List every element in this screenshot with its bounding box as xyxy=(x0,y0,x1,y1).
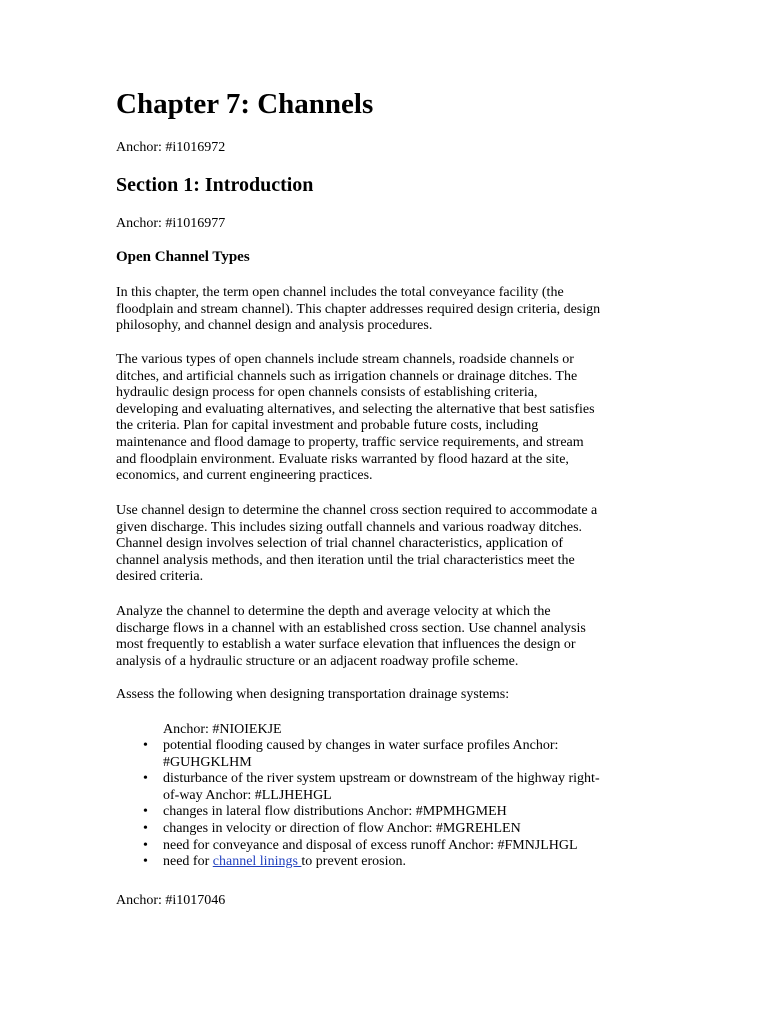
text-line: desired criteria. xyxy=(116,569,204,585)
text-line: philosophy, and channel design and analysis procedures. xyxy=(116,318,433,334)
text-line: and floodplain environment. Evaluate risks warranted by flood hazard at the site, xyxy=(116,451,569,467)
list-item xyxy=(116,804,656,821)
list-item xyxy=(116,838,656,855)
channel-linings-link[interactable]: channel linings xyxy=(212,854,302,870)
list-item xyxy=(116,821,656,838)
text-line: discharge flows in a channel with an established cross section. Use channel analysis xyxy=(116,620,586,636)
text-line: ditches, and artificial channels such as irrigation channels or drainage ditches. The xyxy=(116,368,578,384)
bullet-icon: • xyxy=(143,837,148,853)
text-line: Analyze the channel to determine the depth and average velocity at which the xyxy=(116,604,551,619)
text-line: The various types of open channels include stream channels, roadside channels or xyxy=(116,352,574,367)
paragraph-4 xyxy=(116,604,656,670)
text-line: economics, and current engineering practices. xyxy=(116,468,373,484)
text-line: need for conveyance and disposal of excess runoff Anchor: #FMNJLHGL xyxy=(163,837,578,853)
list-item xyxy=(116,738,656,771)
text-line: Assess the following when designing transportation drainage systems: xyxy=(116,687,510,702)
text-line: the criteria. Plan for capital investment and probable future costs, including xyxy=(116,418,539,434)
text-line: disturbance of the river system upstream or downstream of the highway right- xyxy=(163,771,600,787)
list-item xyxy=(116,771,656,804)
paragraph-1 xyxy=(116,285,656,335)
text-line: analysis of a hydraulic structure or an adjacent roadway profile scheme. xyxy=(116,653,519,669)
text-line: given discharge. This includes sizing outfall channels and various roadway ditches. xyxy=(116,519,583,535)
anchor-label: Anchor: #i1017046 xyxy=(116,893,226,908)
anchor-label: Anchor: #i1016977 xyxy=(116,216,226,231)
paragraph-3 xyxy=(116,503,656,586)
text-line: floodplain and stream channel). This chapter addresses required design criteria, design xyxy=(116,301,601,317)
anchor-label: Anchor: #i1016972 xyxy=(116,140,226,155)
text-line xyxy=(163,854,656,871)
section-title: Section 1: Introduction xyxy=(116,174,314,196)
text-line: Use channel design to determine the channel cross section required to accommodate a xyxy=(116,503,598,518)
list-anchor-label: Anchor: #NIOIEKJE xyxy=(163,722,282,737)
list-item-text-after-link: to prevent erosion. xyxy=(301,854,407,870)
text-line: #GUHGKLHM xyxy=(163,754,252,770)
bullet-icon: • xyxy=(143,854,148,870)
text-line: developing and evaluating alternatives, and selecting the alternative that best satisfies xyxy=(116,401,595,417)
bullet-icon: • xyxy=(143,738,148,753)
text-line: changes in lateral flow distributions Anchor: #MPMHGMEH xyxy=(163,804,507,820)
bullet-icon: • xyxy=(143,771,148,787)
bullet-list xyxy=(116,738,656,871)
list-item-text-before-link: need for xyxy=(163,854,213,870)
list-item xyxy=(116,854,656,871)
text-line: maintenance and flood damage to property, traffic service requirements, and stream xyxy=(116,434,584,450)
paragraph-5 xyxy=(116,687,656,704)
chapter-title: Chapter 7: Channels xyxy=(116,88,374,120)
text-line: In this chapter, the term open channel includes the total conveyance facility (the xyxy=(116,285,564,300)
bullet-icon: • xyxy=(143,820,148,836)
text-line: Channel design involves selection of trial channel characteristics, application of xyxy=(116,536,564,552)
paragraph-2 xyxy=(116,352,656,485)
text-line: potential flooding caused by changes in water surface profiles Anchor: xyxy=(163,738,559,753)
text-line: most frequently to establish a water surface elevation that influences the design or xyxy=(116,637,576,653)
text-line: channel analysis methods, and then iteration until the trial characteristics meet the xyxy=(116,552,575,568)
text-line: changes in velocity or direction of flow Anchor: #MGREHLEN xyxy=(163,820,521,836)
text-line: hydraulic design process for open channels consists of establishing criteria, xyxy=(116,385,538,401)
text-line: of-way Anchor: #LLJHEHGL xyxy=(163,787,332,803)
bullet-icon: • xyxy=(143,804,148,820)
subheading: Open Channel Types xyxy=(116,249,250,265)
